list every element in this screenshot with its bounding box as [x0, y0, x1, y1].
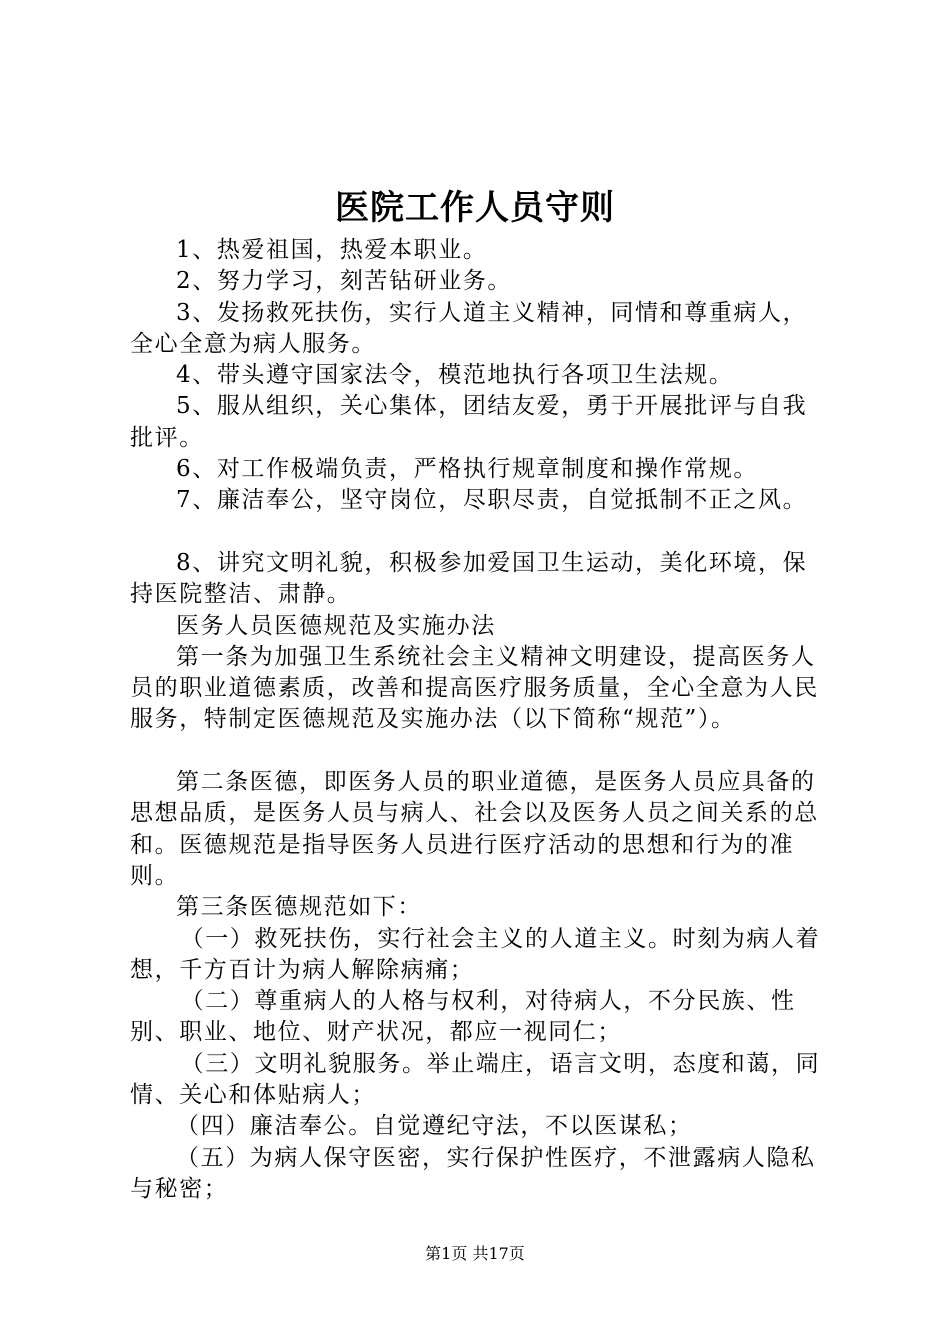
paragraph: 第二条医德，即医务人员的职业道德，是医务人员应具备的思想品质，是医务人员与病人、社会以及医务人员之间关系的总和。医德规范是指导医务人员进行医疗活动的思想和行为的准则。	[130, 769, 819, 889]
document-body	[130, 235, 830, 1205]
page-number: 第1页 共17页	[425, 1244, 525, 1263]
section-heading: 医务人员医德规范及实施办法	[176, 612, 496, 639]
list-item: （五）为病人保守医密，实行保护性医疗，不泄露病人隐私与秘密；	[130, 1144, 816, 1202]
list-item: （四）廉洁奉公。自觉遵纪守法，不以医谋私；	[176, 1113, 693, 1140]
paragraph: 7、廉洁奉公，坚守岗位，尽职尽责，自觉抵制不正之风。	[176, 487, 808, 514]
paragraph: 8、讲究文明礼貌，积极参加爱国卫生运动，美化环境，保持医院整洁、肃静。	[130, 549, 808, 608]
paragraph: 3、发扬救死扶伤，实行人道主义精神，同情和尊重病人，全心全意为病人服务。	[130, 299, 808, 357]
paragraph: 第一条为加强卫生系统社会主义精神文明建设，提高医务人员的职业道德素质，改善和提高医疗服务质量，全心全意为人民服务，特制定医德规范及实施办法（以下简称“规范”）。	[130, 643, 819, 733]
document-title: 医院工作人员守则	[335, 188, 615, 228]
list-item: （三）文明礼貌服务。举止端庄，语言文明，态度和蔼，同情、关心和体贴病人；	[130, 1050, 821, 1109]
paragraph: 4、带头遵守国家法令，模范地执行各项卫生法规。	[176, 362, 734, 389]
paragraph: 5、服从组织，关心集体，团结友爱，勇于开展批评与自我批评。	[130, 393, 808, 451]
list-item: （二）尊重病人的人格与权利，对待病人，不分民族、性别、职业、地位、财产状况，都应一视同仁；	[130, 988, 796, 1046]
paragraph: 6、对工作极端负责，严格执行规章制度和操作常规。	[176, 456, 759, 483]
paragraph: 第三条医德规范如下：	[176, 894, 422, 921]
paragraph: 1、热爱祖国，热爱本职业。	[176, 237, 488, 263]
paragraph: 2、努力学习，刻苦钻研业务。	[176, 268, 513, 295]
list-item: （一）救死扶伤，实行社会主义的人道主义。时刻为病人着想，千方百计为病人解除病痛；	[130, 925, 821, 983]
